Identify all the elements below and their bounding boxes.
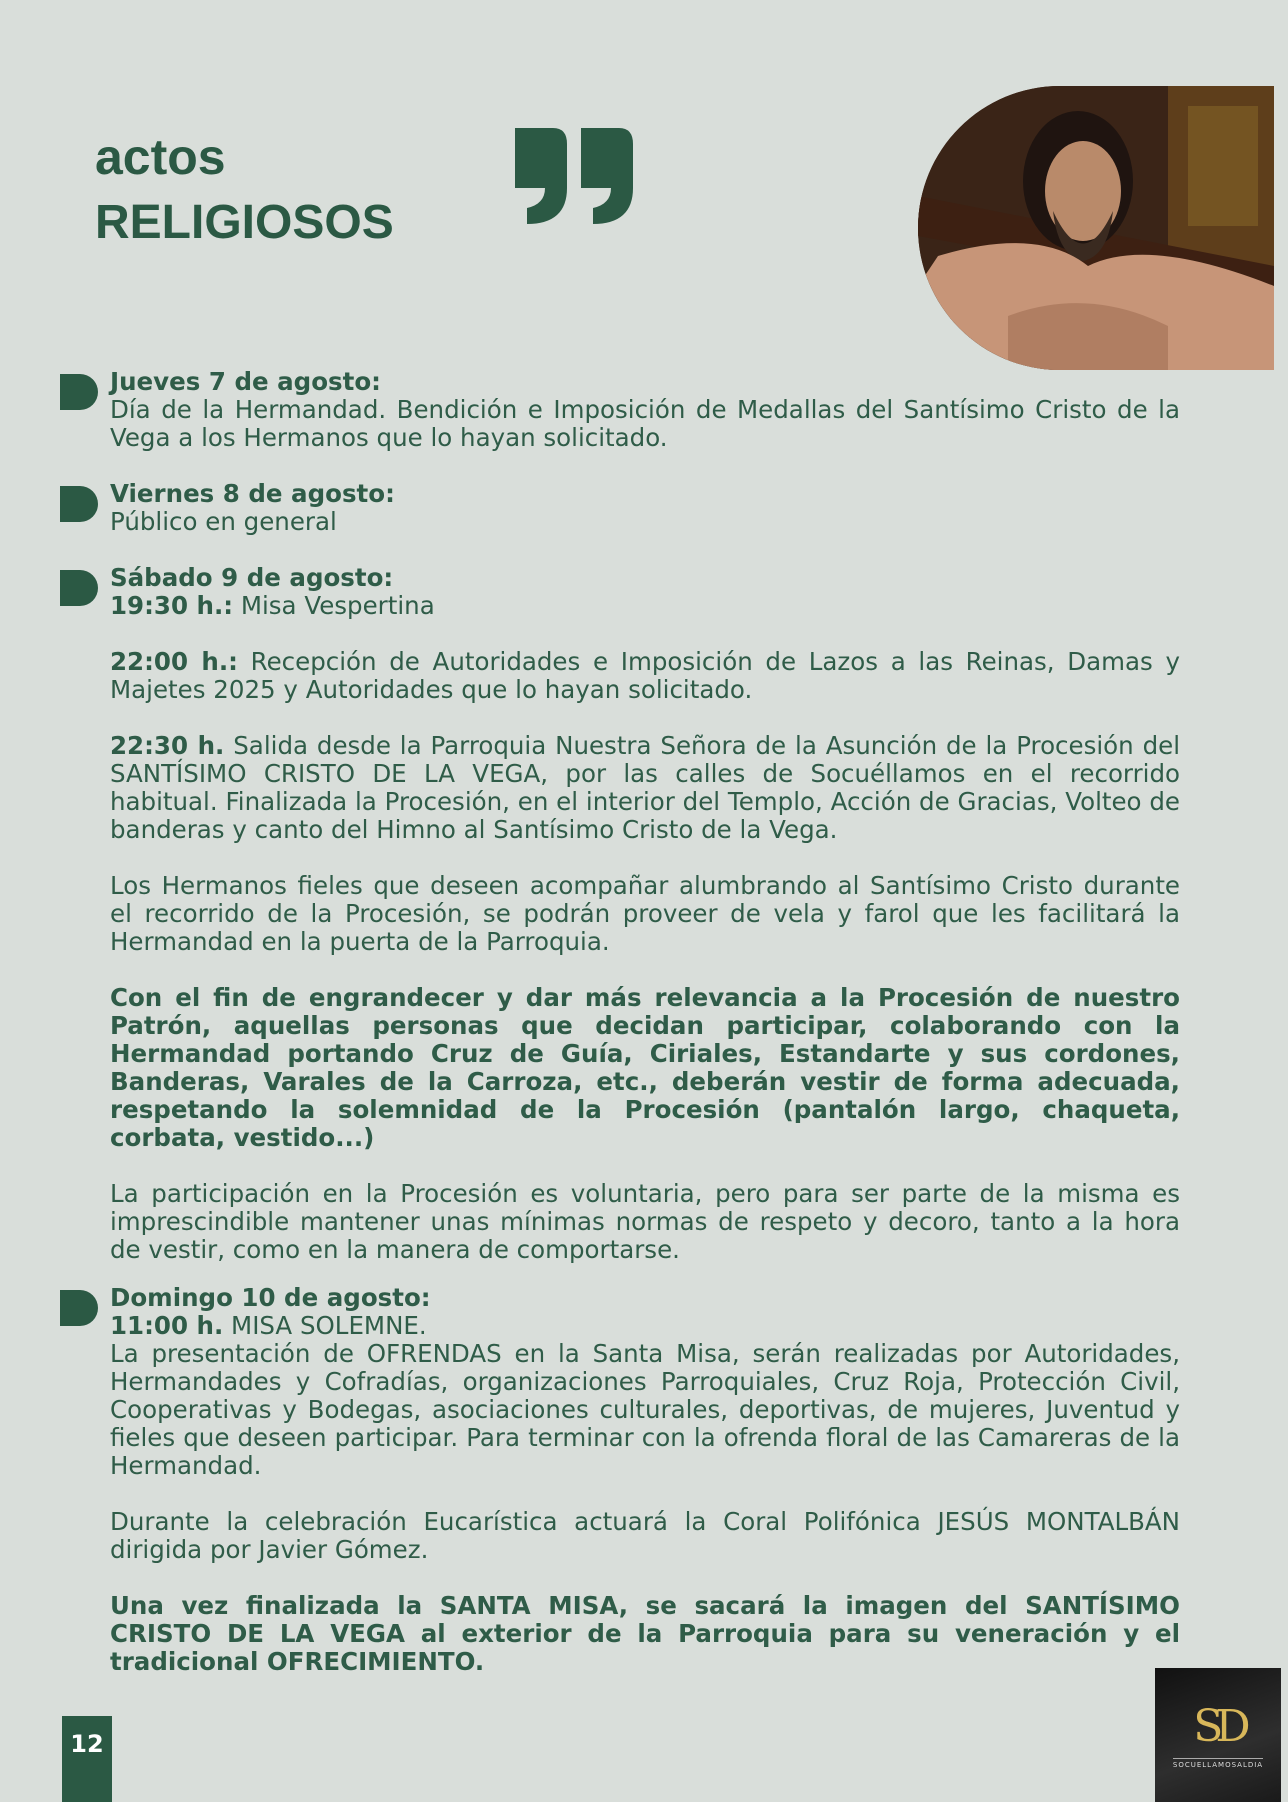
time-label: 11:00 h. (110, 1311, 224, 1340)
time-label: 22:30 h. (110, 731, 225, 760)
event-time-item (110, 592, 1180, 620)
paragraph-fieles: Los Hermanos fieles que deseen acompañar alumbrando al Santísimo Cristo durante el recorrido de la Procesión, se podrán proveer de vela y farol que les facilitará la Hermandad en la puerta de la Parroquia. (110, 871, 1180, 956)
paragraph-final: Una vez finalizada la SANTA MISA, se sacará la imagen del SANTÍSIMO CRISTO DE LA VEGA al exterior de la Parroquia para su veneración y el tradicional OFRECIMIENTO. (110, 1591, 1180, 1676)
paragraph-coral: Durante la celebración Eucarística actuará la Coral Polifónica JESÚS MONTALBÁN dirigida por Javier Gómez. (110, 1507, 1180, 1564)
event-time-item (110, 1312, 1180, 1340)
time-text: Misa Vespertina (233, 591, 435, 620)
paragraph-vestir: Con el fin de engrandecer y dar más relevancia a la Procesión de nuestro Patrón, aquellas personas que decidan participar, colaborando con la Hermandad portando Cruz de Guía, Ciriales, Estandarte y sus cordones, Banderas, Varales de la Carroza, etc., deberán vestir de forma adecuada, respetando la solemnidad de la Procesión (pantalón largo, chaqueta, corbata, vestido...) (110, 983, 1180, 1152)
event-day: Sábado 9 de agosto: (110, 563, 394, 592)
events-list (110, 368, 1180, 1676)
logo-mark: SD (1193, 1701, 1243, 1752)
paragraph-participacion: La participación en la Procesión es voluntaria, pero para ser parte de la misma es imprescindible mantener unas mínimas normas de respeto y decoro, tanto a la hora de vestir, como en la manera de comportarse. (110, 1179, 1180, 1264)
bullet-icon (60, 570, 98, 606)
event-day: Viernes 8 de agosto: (110, 479, 395, 508)
event-friday (110, 480, 1180, 536)
event-time-item (110, 648, 1180, 704)
event-text: Público en general (110, 507, 337, 536)
event-thursday (110, 368, 1180, 452)
closing-quote-icon (515, 128, 643, 228)
paragraph-ofrendas: La presentación de OFRENDAS en la Santa Misa, serán realizadas por Autoridades, Hermandades y Cofradías, organizaciones Parroquiales, Cruz Roja, Protección Civil, Cooperativas y Bodegas, asociaciones culturales, deportivas, de mujeres, Juventud y fieles que deseen participar. Para terminar con la ofrenda floral de las Camareras de la Hermandad. (110, 1339, 1180, 1480)
brand-logo (1155, 1668, 1281, 1802)
event-time-item (110, 732, 1180, 844)
event-text: Día de la Hermandad. Bendición e Imposición de Medallas del Santísimo Cristo de la Vega a los Hermanos que lo hayan solicitado. (110, 395, 1180, 452)
title-line-1: actos (95, 129, 226, 185)
time-text: Salida desde la Parroquia Nuestra Señora de la Asunción de la Procesión del SANTÍSIMO CRISTO DE LA VEGA, por las calles de Socuéllamos en el recorrido habitual. Finalizada la Procesión, en el interior del Templo, Acción de Gracias, Volteo de banderas y canto del Himno al Santísimo Cristo de la Vega. (110, 731, 1181, 844)
page-title (95, 125, 394, 257)
event-sunday (110, 1284, 1180, 1676)
logo-text: SOCUELLAMOSALDIA (1173, 1758, 1263, 1769)
page-number: 12 (62, 1716, 112, 1802)
event-day: Jueves 7 de agosto: (110, 367, 381, 396)
title-line-2: RELIGIOSOS (95, 196, 394, 249)
bullet-icon (60, 1290, 98, 1326)
bullet-icon (60, 374, 98, 410)
bullet-icon (60, 486, 98, 522)
crucifix-photo (918, 86, 1274, 370)
time-label: 19:30 h.: (110, 591, 234, 620)
time-label: 22:00 h.: (110, 647, 238, 676)
event-saturday (110, 564, 1180, 1264)
time-text: Recepción de Autoridades e Imposición de Lazos a las Reinas, Damas y Majetes 2025 y Autoridades que lo hayan solicitado. (110, 647, 1180, 704)
time-text: MISA SOLEMNE. (223, 1311, 427, 1340)
event-day: Domingo 10 de agosto: (110, 1283, 431, 1312)
